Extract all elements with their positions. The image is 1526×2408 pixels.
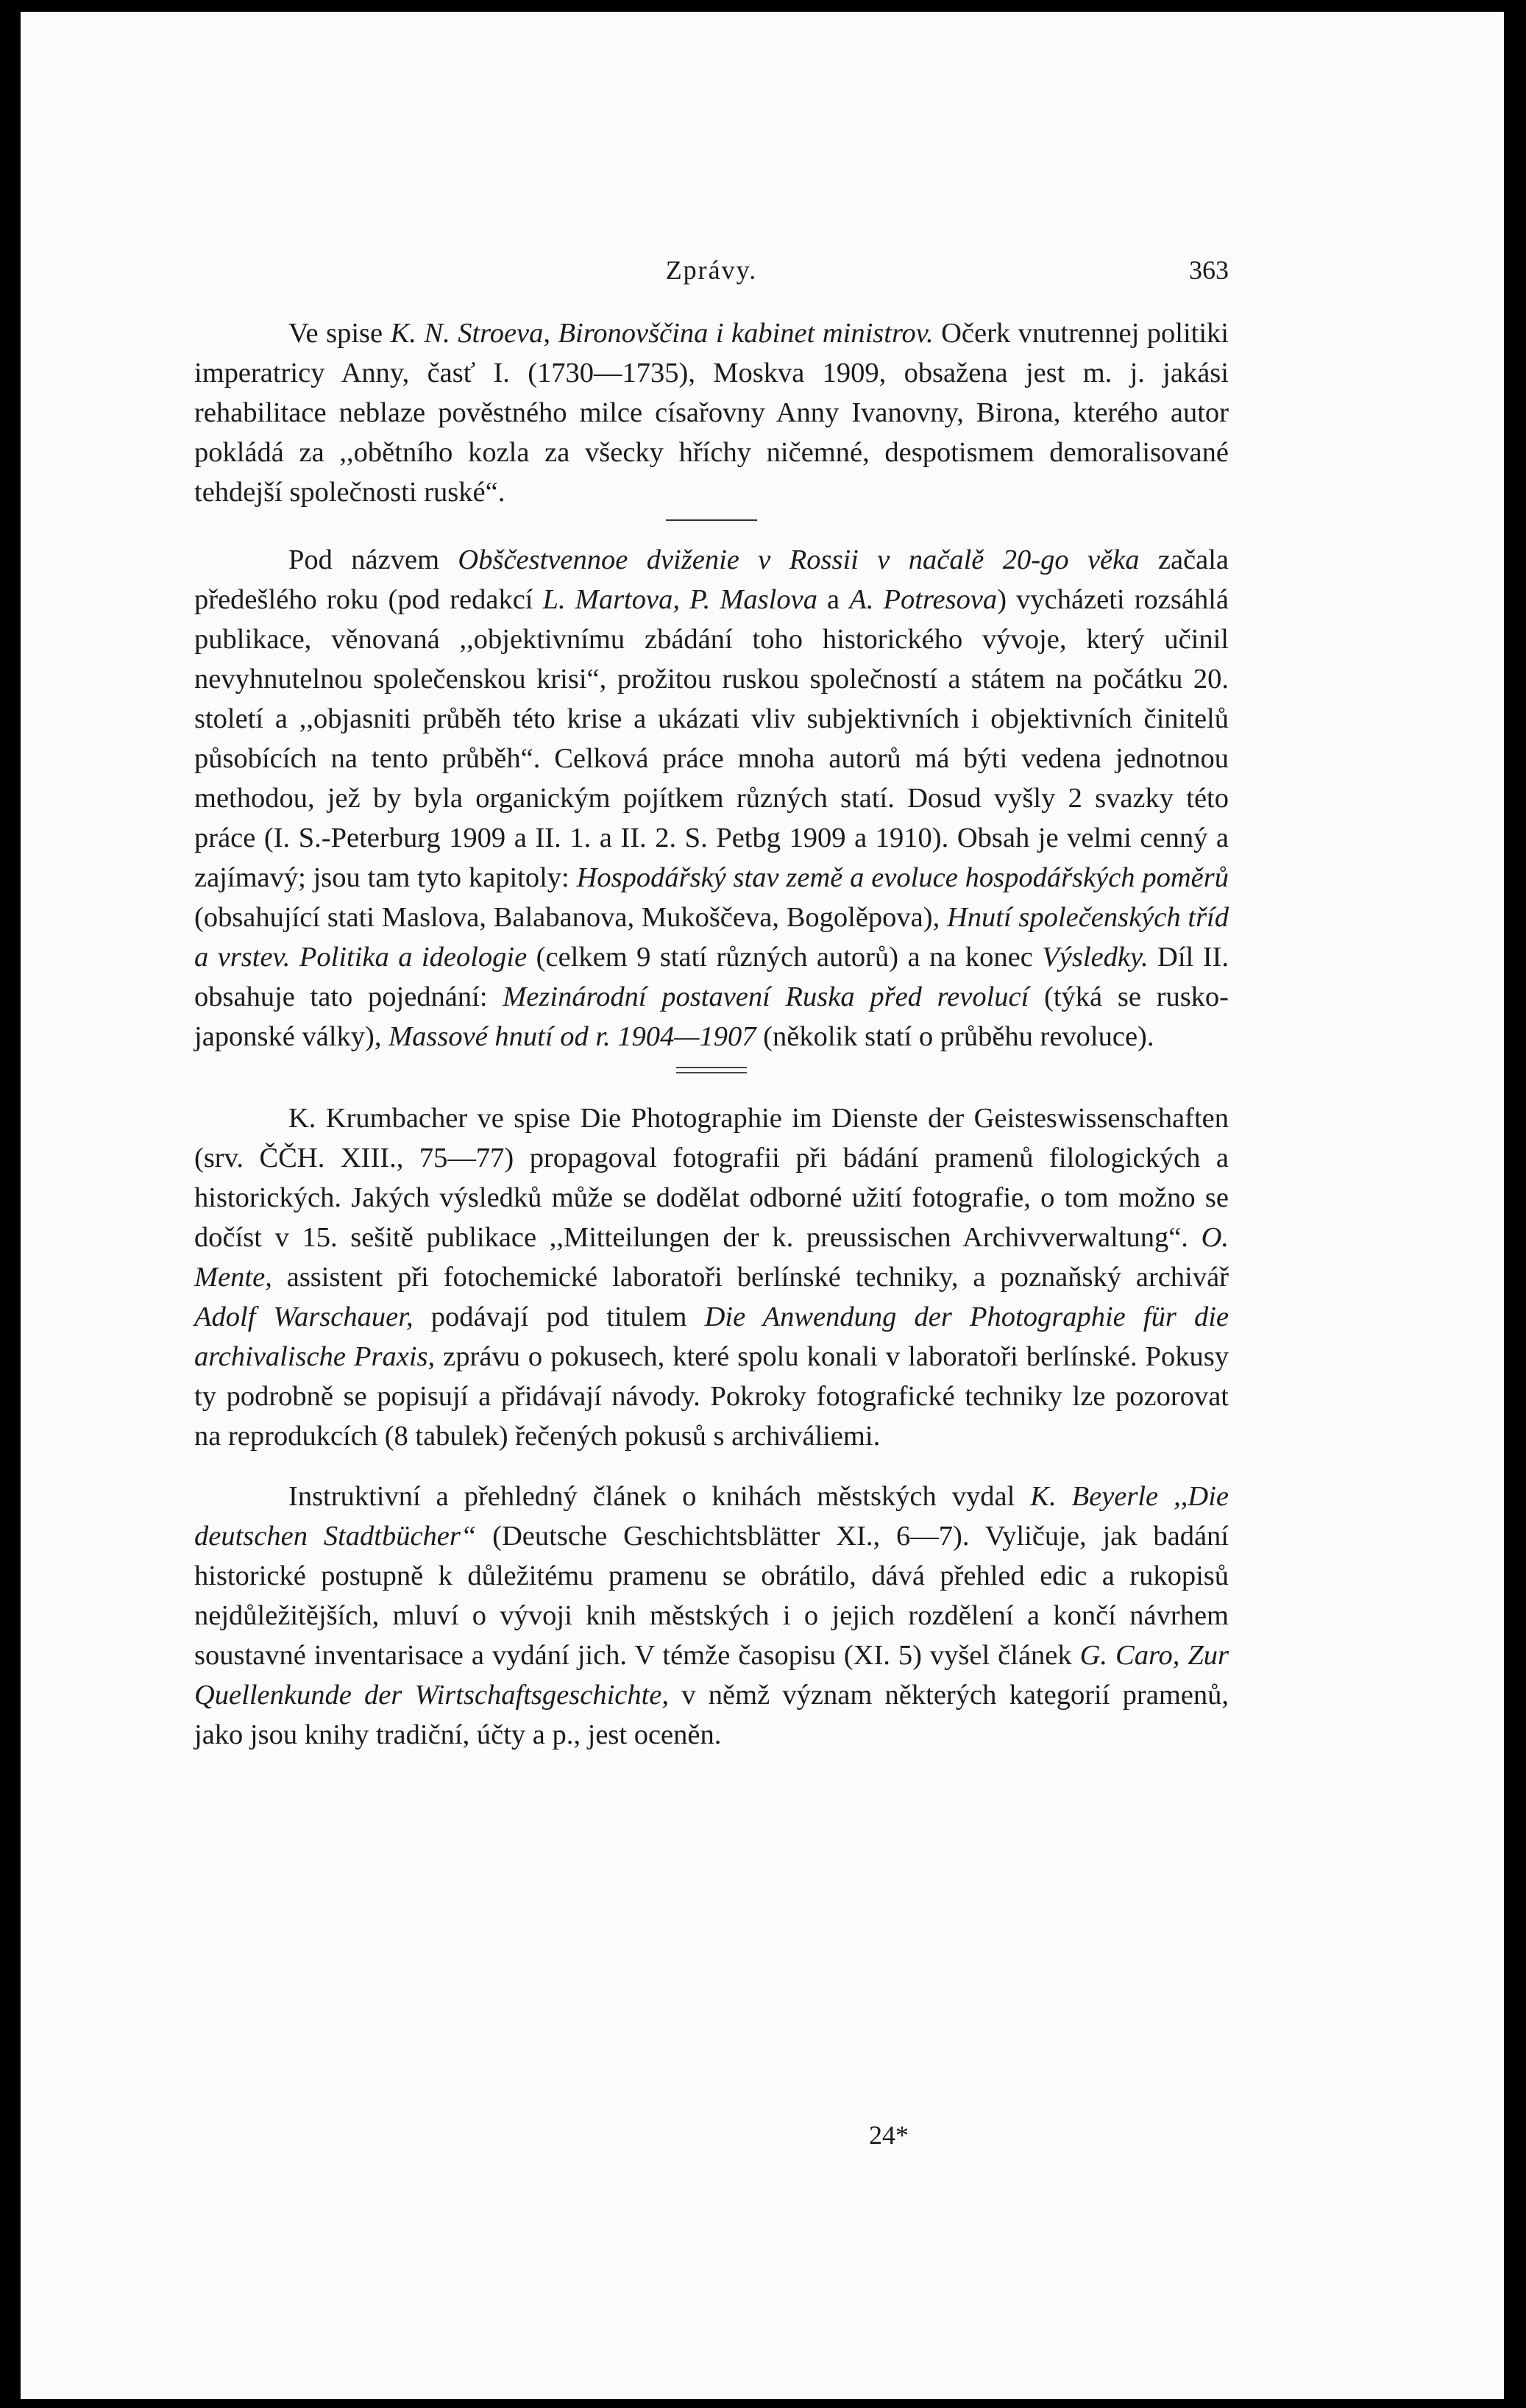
page [21, 12, 1504, 2399]
book-title: Obščestvennoe dviženie v Rossii v načalě 20-go věka [458, 544, 1140, 575]
text-run: v němž význam některých kategorií pramenů, jako jsou knihy tradiční, účty a p., jest oceněn. [194, 1680, 1229, 1750]
page-content [194, 255, 1229, 1755]
text-run: (týká se rusko-japonské války), [194, 981, 1229, 1052]
text-run: (celkem 9 statí různých autorů) a na konec [527, 942, 1043, 973]
editor-names: L. Martova, P. Maslova [542, 584, 817, 615]
text-run: ) vycházeti rozsáhlá publikace, věnovaná ,,objektivnímu zbádání toho historického vývoje, který učinil nevyhnutelnou společenskou krisi“, prožitou ruskou společností a státem na počátku 20. století a ,,objasniti průběh této krise a ukázati vliv subjektivních i objektivních činitelů působících na tento průběh“. Celková práce mnoha autorů má býti vedena jednotnou methodou, jež by byla organickým pojítkem různých statí. Dosud vyšly 2 svazky této práce (I. S.-Peterburg 1909 a II. 1. a II. 2. S. Petbg 1909 a 1910). Obsah je velmi cenný a zajímavý; jsou tam tyto kapitoly: [194, 584, 1229, 893]
text-run: Ve spise [288, 318, 391, 349]
article-title: G. Caro, Zur Quellenkunde der Wirtschaftsgeschichte, [194, 1640, 1229, 1711]
text-run: podávají pod titulem [413, 1301, 705, 1332]
paragraph-beyerle [194, 1477, 1229, 1755]
editor-names: A. Potresova [849, 584, 998, 615]
paragraph-krumbacher [194, 1098, 1229, 1456]
chapter-title: Výsledky. [1042, 942, 1149, 973]
page-number: 363 [1189, 255, 1229, 285]
section-divider [666, 519, 757, 521]
book-title: K. N. Stroeva, Bironovščina i kabinet ministrov. [390, 318, 934, 349]
text-run: (Deutsche Geschichtsblätter XI., 6—7). Vyličuje, jak badání historické postupně k důležitému pramenu se obrátilo, dává přehled edic a rukopisů nejdůležitějších, mluví o vývoji knih městských i o jejich rozdělení a končí návrhem soustavné inventarisace a vydání jich. V témže časopisu (XI. 5) vyšel článek [194, 1521, 1229, 1671]
text-run: Pod názvem [288, 544, 458, 575]
text-run: zprávu o pokusech, které spolu konali v laboratoři berlínské. Pokusy ty podrobně se popisují a přidávají návody. Pokroky fotografické techniky lze pozorovat na reprodukcích (8 tabulek) řečených pokusů s archiváliemi. [194, 1341, 1229, 1452]
text-run: a [817, 584, 850, 615]
author-name: Adolf Warschauer, [194, 1301, 414, 1332]
running-header [194, 255, 1229, 313]
text-run: začala předešlého roku (pod redakcí [194, 544, 1229, 615]
author-name: O. Mente, [194, 1222, 1229, 1293]
paragraph-stroeva [194, 313, 1229, 512]
chapter-title: Massové hnutí od r. 1904—1907 [388, 1021, 756, 1052]
section-divider-double [676, 1067, 747, 1073]
chapter-title: Mezinárodní postavení Ruska před revolucí [503, 981, 1029, 1012]
paragraph-gap [194, 1456, 1229, 1466]
running-title: Zprávy. [665, 255, 758, 285]
text-run: (obsahující stati Maslova, Balabanova, Mukoščeva, Bogolěpova), [194, 902, 947, 933]
chapter-title: Hospodářský stav země a evoluce hospodářských poměrů [576, 862, 1229, 893]
paragraph-gap [194, 1466, 1229, 1477]
signature-mark: 24* [869, 2120, 909, 2150]
book-title: Die Anwendung der Photographie für die archivalische Praxis, [194, 1301, 1229, 1372]
article-title: K. Beyerle ,,Die deutschen Stadtbücher“ [194, 1481, 1229, 1552]
text-run: Očerk vnutrennej politiki imperatricy Anny, časť I. (1730—1735), Moskva 1909, obsažena jest m. j. jakási rehabilitace neblaze pověstného milce císařovny Anny Ivanovny, Birona, kterého autor pokládá za ,,obětního kozla za všecky hříchy ničemné, despotismem demoralisované tehdejší společnosti ruské“. [194, 318, 1229, 508]
text-run: (několik statí o průběhu revoluce). [756, 1021, 1154, 1052]
text-run: assistent při fotochemické laboratoři berlínské techniky, a poznaňský archivář [272, 1262, 1229, 1293]
paragraph-obscestvennoe [194, 540, 1229, 1056]
chapter-title: Hnutí společenských tříd a vrstev. Politika a ideologie [194, 902, 1229, 973]
text-run: Díl II. obsahuje tato pojednání: [194, 942, 1229, 1012]
text-run: Instruktivní a přehledný článek o knihách městských vydal [288, 1481, 1031, 1512]
text-run: K. Krumbacher ve spise Die Photographie im Dienste der Geisteswissenschaften (srv. ČČH. XIII., 75—77) propagoval fotografii při bádání pramenů filologických a historických. Jakých výsledků může se dodělat odborné užití fotografie, o tom možno se dočíst v 15. sešitě publikace ,,Mitteilungen der k. preussischen Archivverwaltung“. [194, 1103, 1229, 1253]
